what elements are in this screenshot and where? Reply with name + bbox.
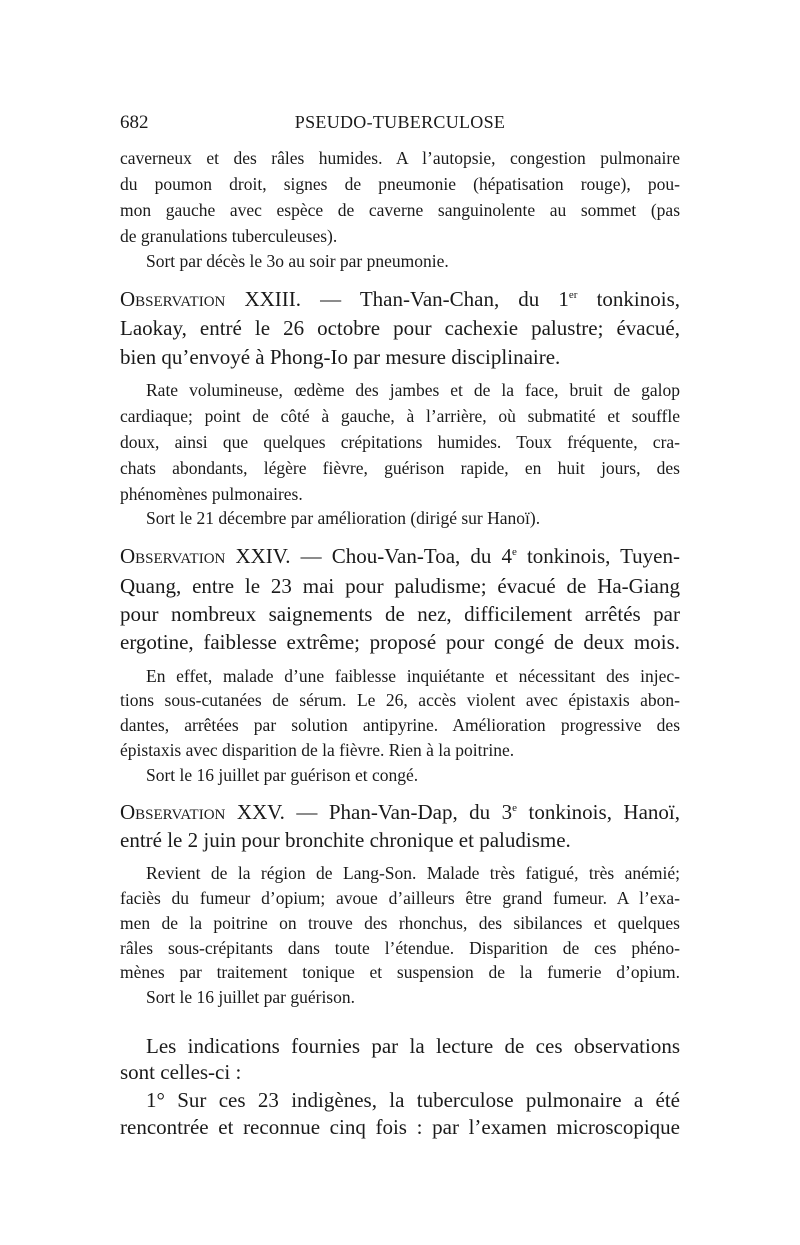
text-line: chats abondants, légère fièvre, guérison rapide, en huit jours, des <box>120 458 680 478</box>
text-line: Quang, entre le 23 mai pour paludisme; évacué de Ha-Giang <box>120 574 680 598</box>
text-line: Les indications fournies par la lecture de ces observations <box>146 1034 680 1058</box>
text-line: Sort le 16 juillet par guérison et congé. <box>146 765 419 785</box>
text-line: rencontrée et reconnue cinq fois : par l’examen microscopique <box>120 1115 680 1139</box>
text-line: men de la poitrine on trouve des rhonchus, des sibilances et quelques <box>120 913 680 933</box>
text-line: sont celles-ci : <box>120 1060 242 1084</box>
text-line: Sort le 21 décembre par amélioration (dirigé sur Hanoï). <box>146 508 541 528</box>
text-line: Revient de la région de Lang-Son. Malade très fatigué, très anémié; <box>146 863 680 883</box>
text-line: pour nombreux saignements de nez, difficilement arrêtés par <box>120 602 680 626</box>
observation-label: Observation XXIV. <box>120 544 291 568</box>
text-line: tions sous-cutanées de sérum. Le 26, accès violent avec épistaxis abon- <box>120 690 680 710</box>
running-title: PSEUDO-TUBERCULOSE <box>294 112 506 132</box>
text-line: entré le 2 juin pour bronchite chronique et paludisme. <box>120 828 571 852</box>
text-line: cardiaque; point de côté à gauche, à l’arrière, où submatité et souffle <box>120 406 680 426</box>
page-header <box>120 112 680 142</box>
text-line: mon gauche avec espèce de caverne sanguinolente au sommet (pas <box>120 200 680 220</box>
text-line: phénomènes pulmonaires. <box>120 484 303 504</box>
text-line: faciès du fumeur d’opium; avoue d’ailleurs être grand fumeur. A l’exa- <box>120 888 680 908</box>
text-line: mènes par traitement tonique et suspension de la fumerie d’opium. <box>120 962 680 982</box>
observation-heading: Observation XXV. — Phan-Van-Dap, du 3e tonkinois, Hanoï, <box>120 800 680 824</box>
text-line: Laokay, entré le 26 octobre pour cachexie palustre; évacué, <box>120 316 680 340</box>
text-line: épistaxis avec disparition de la fièvre. Rien à la poitrine. <box>120 740 515 760</box>
text-line: ergotine, faiblesse extrême; proposé pour congé de deux mois. <box>120 630 680 654</box>
text-line: 1° Sur ces 23 indigènes, la tuberculose pulmonaire a été <box>146 1088 680 1112</box>
text-line: bien qu’envoyé à Phong-Io par mesure disciplinaire. <box>120 345 561 369</box>
text-line: doux, ainsi que quelques crépitations humides. Toux fréquente, cra- <box>120 432 680 452</box>
text-line: dantes, arrêtées par solution antipyrine. Amélioration progressive des <box>120 715 680 735</box>
page-number: 682 <box>120 112 149 133</box>
observation-heading: Observation XXIV. — Chou-Van-Toa, du 4e tonkinois, Tuyen- <box>120 544 680 568</box>
text-line: Sort le 16 juillet par guérison. <box>146 987 355 1007</box>
text-line: du poumon droit, signes de pneumonie (hépatisation rouge), pou- <box>120 174 680 194</box>
observation-heading: Observation XXIII. — Than-Van-Chan, du 1er tonkinois, <box>120 287 680 311</box>
text-line: de granulations tuberculeuses). <box>120 226 338 246</box>
text-line: En effet, malade d’une faiblesse inquiétante et nécessitant des injec- <box>146 666 680 686</box>
observation-label: Observation XXV. <box>120 800 285 824</box>
observation-label: Observation XXIII. <box>120 287 302 311</box>
text-line: râles sous-crépitants dans toute l’étendue. Disparition de ces phéno- <box>120 938 680 958</box>
text-line: caverneux et des râles humides. A l’autopsie, congestion pulmonaire <box>120 148 680 168</box>
text-line: Sort par décès le 3o au soir par pneumonie. <box>146 251 449 271</box>
text-line: Rate volumineuse, œdème des jambes et de la face, bruit de galop <box>146 380 680 400</box>
